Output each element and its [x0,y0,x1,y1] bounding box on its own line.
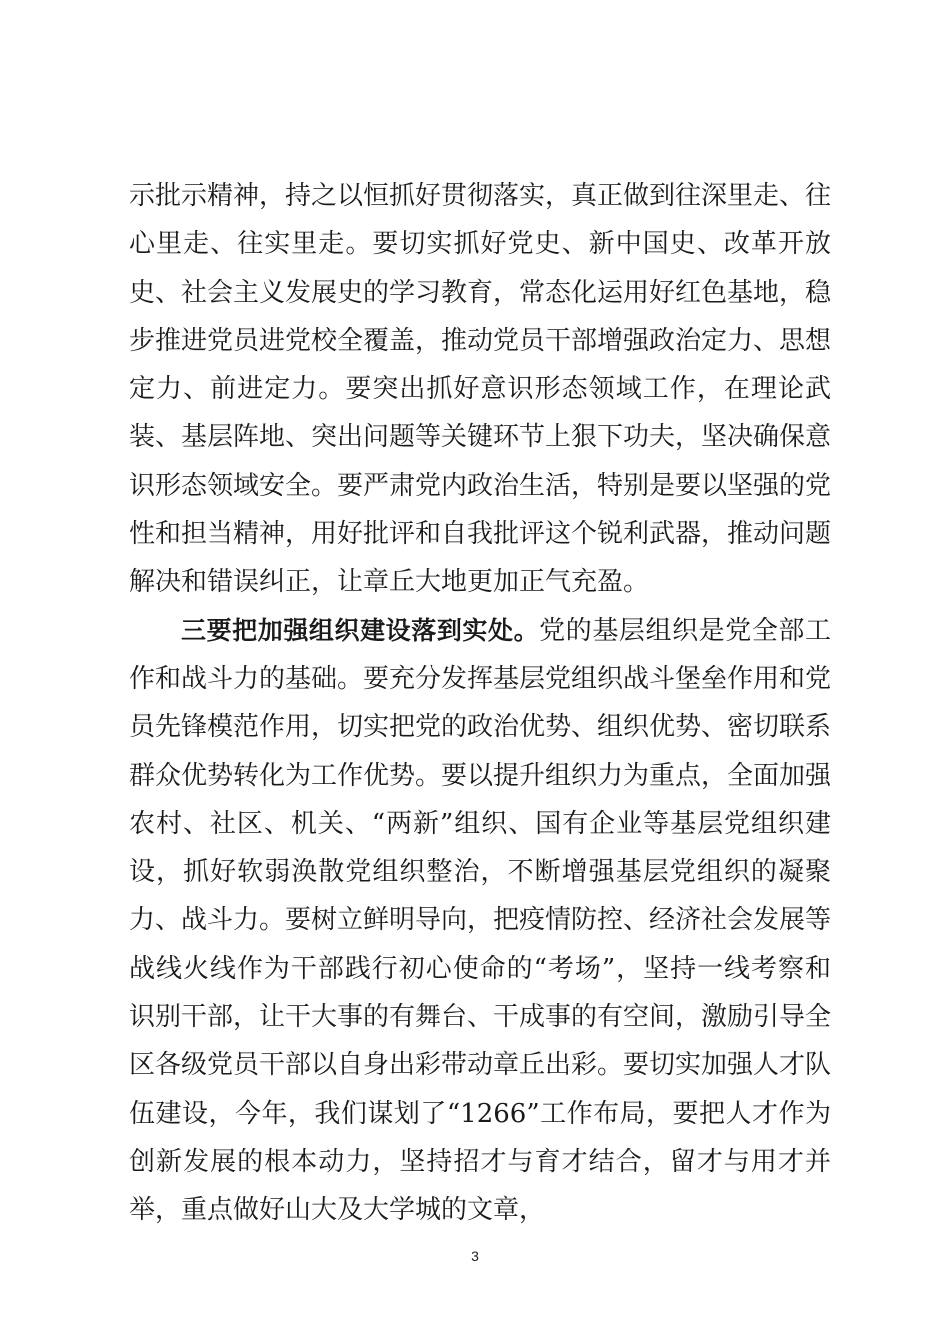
paragraph-lead-heading: 三要把加强组织建设落到实处。 [181,615,540,645]
body-text [129,172,831,1235]
paragraph-text: 示批示精神，持之以恒抓好贯彻落实，真正做到往深里走、往心里走、往实里走。要切实抓好党史、新中国史、改革开放史、社会主义发展史的学习教育，常态化运用好红色基地，稳步推进党员进党校全覆盖，推动党员干部增强政治定力、思想定力、前进定力。要突出抓好意识形态领域工作，在理论武装、基层阵地、突出问题等关键环节上狠下功夫，坚决确保意识形态领域安全。要严肃党内政治生活，特别是要以坚强的党性和担当精神，用好批评和自我批评这个锐利武器，推动问题解决和错误纠正，让章丘大地更加正气充盈。 [129,181,832,598]
paragraph-organization-building [129,607,831,1235]
page-number: 3 [471,1248,479,1264]
paragraph-text: 党的基层组织是党全部工作和战斗力的基础。要充分发挥基层党组织战斗堡垒作用和党员先锋模范作用，切实把党的政治优势、组织优势、密切联系群众优势转化为工作优势。要以提升组织力为重点，全面加强农村、社区、机关、“两新”组织、国有企业等基层党组织建设，抓好软弱涣散党组织整治，不断增强基层党组织的凝聚力、战斗力。要树立鲜明导向，把疫情防控、经济社会发展等战线火线作为干部践行初心使命的“考场”，坚持一线考察和识别干部，让干大事的有舞台、干成事的有空间，激励引导全区各级党员干部以自身出彩带动章丘出彩。要切实加强人才队伍建设，今年，我们谋划了“1266”工作布局，要把人才作为创新发展的根本动力，坚持招才与育才结合，留才与用才并举，重点做好山大及大学城的文章， [129,615,832,1226]
paragraph-continued [129,172,831,607]
